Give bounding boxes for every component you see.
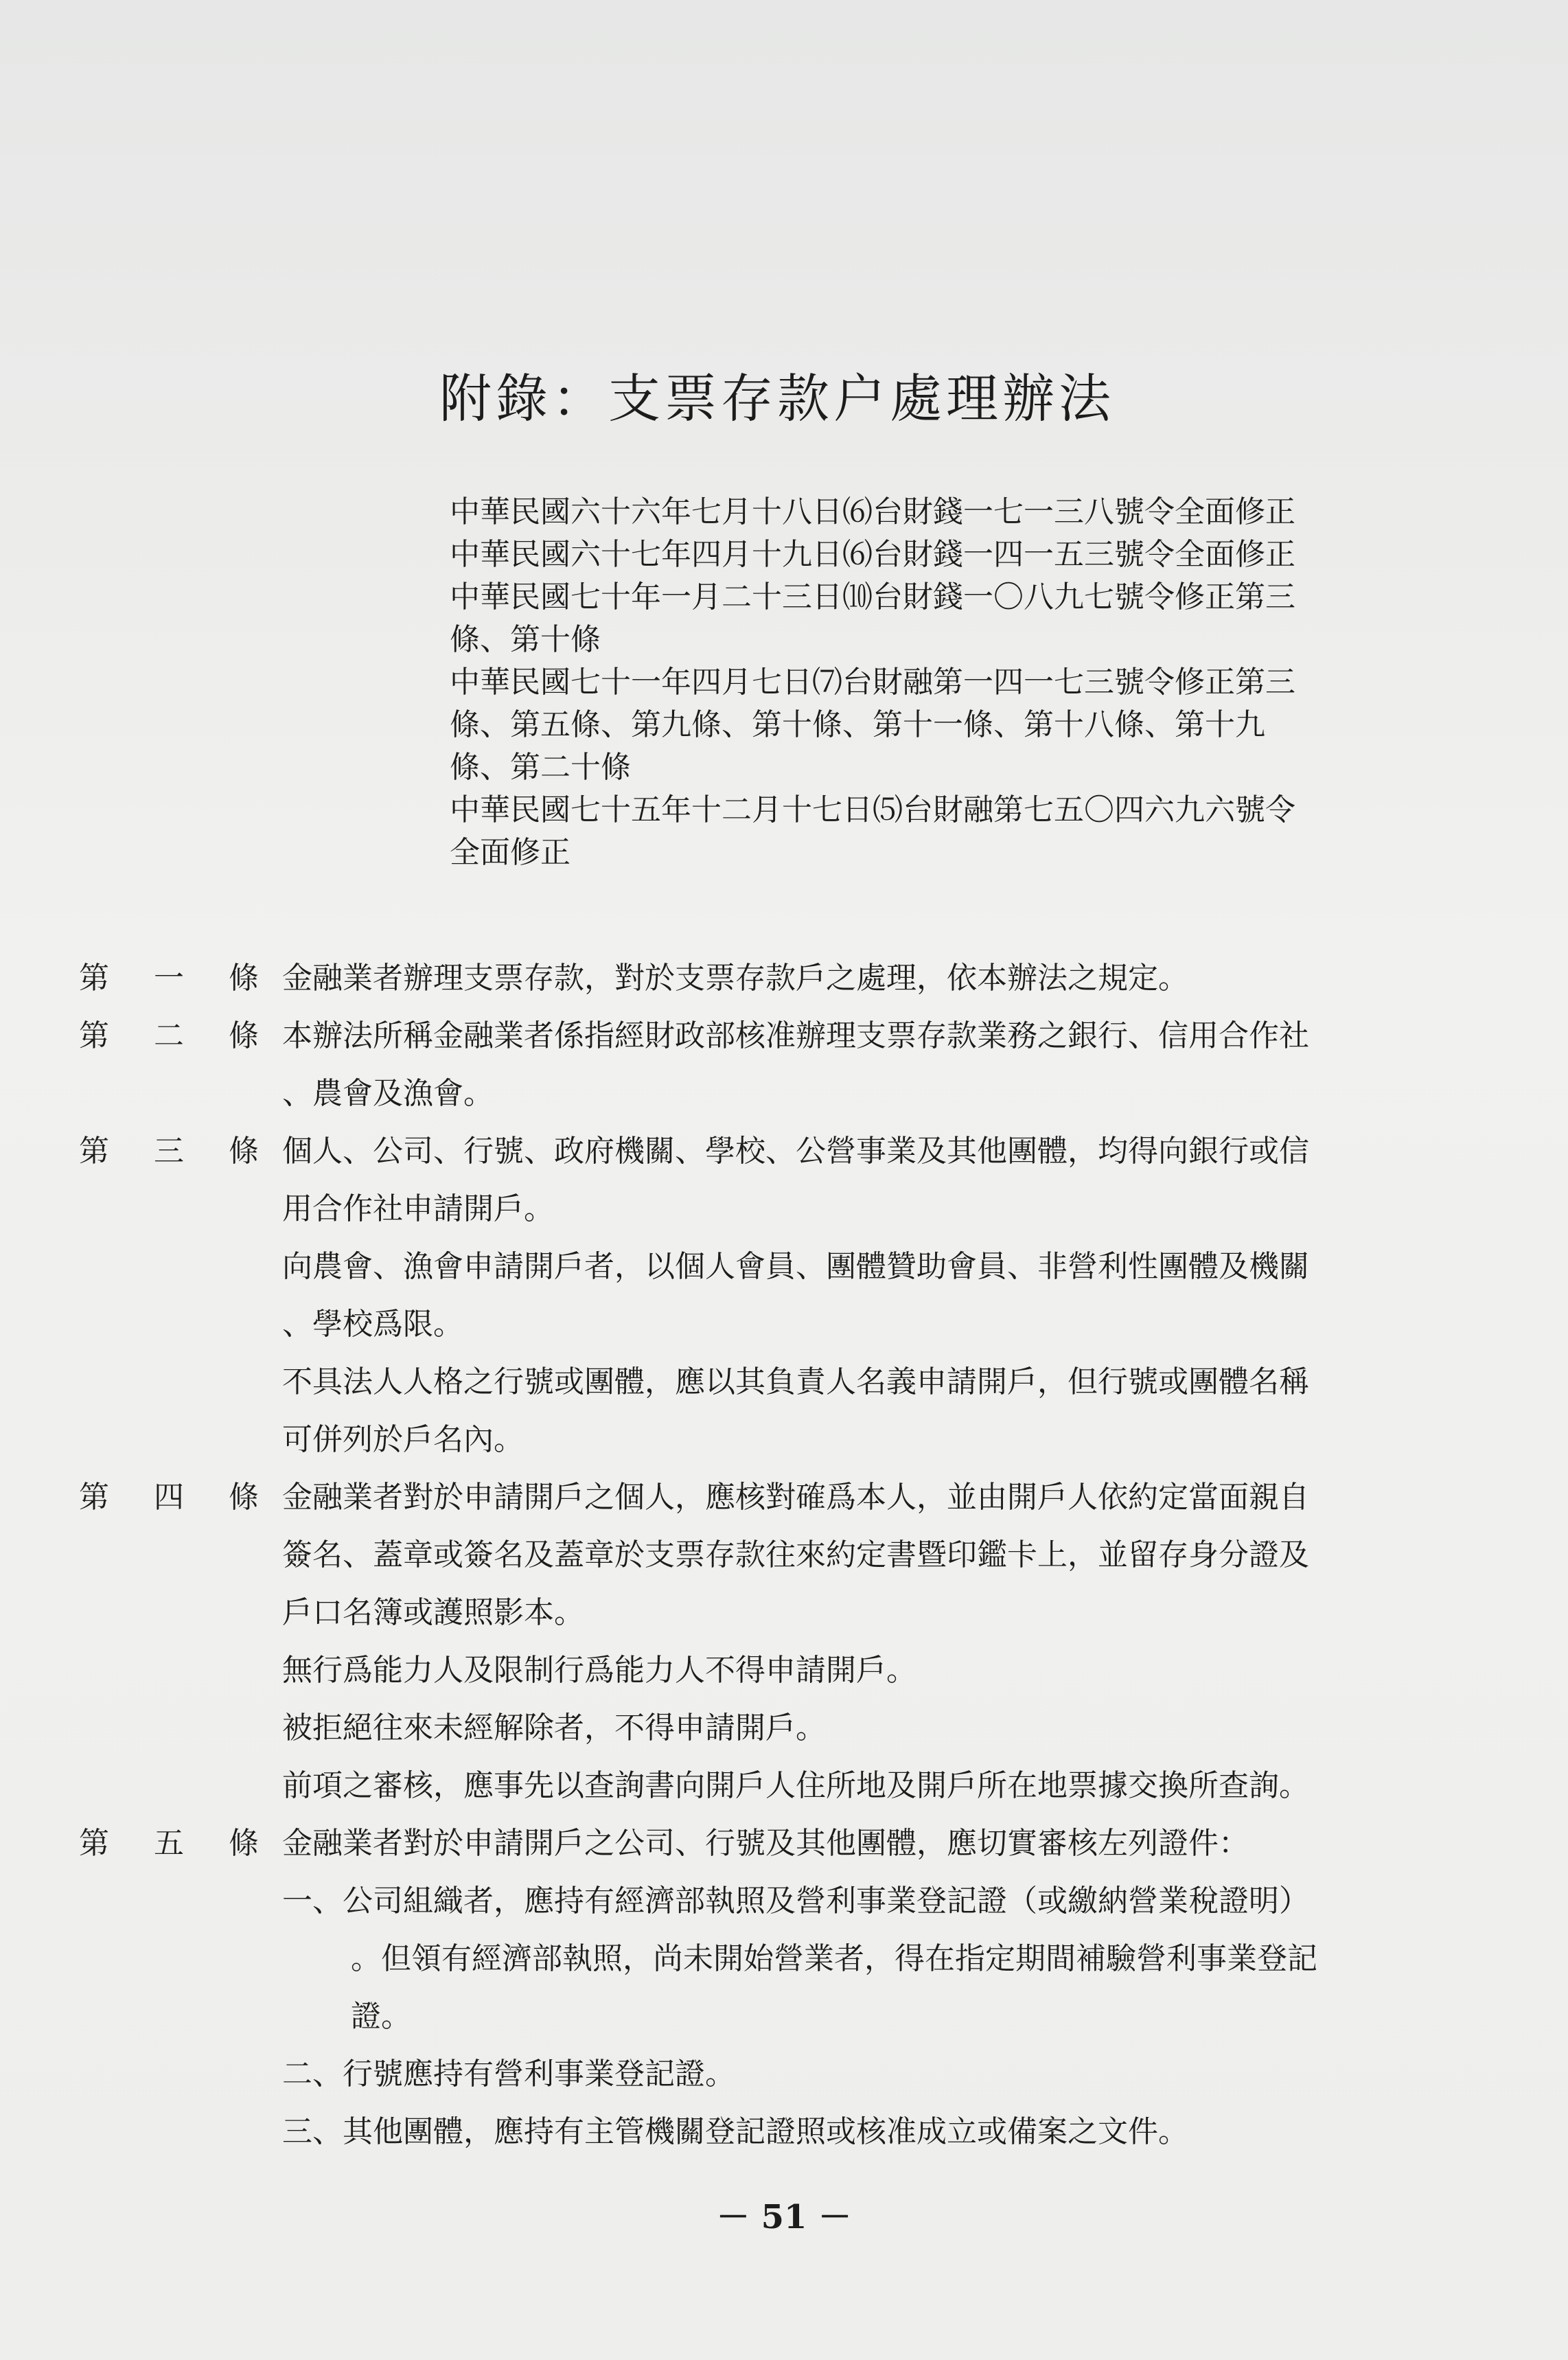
article-label-char: 條 xyxy=(229,1826,259,1861)
list-item xyxy=(282,1872,1486,2046)
article-body xyxy=(282,1007,1486,1123)
article-label-char: 第 xyxy=(79,1134,109,1169)
article-body xyxy=(282,1469,1486,1815)
paragraph-line: 、農會及漁會。 xyxy=(282,1076,494,1111)
article-body xyxy=(282,950,1486,1007)
article-label xyxy=(79,950,259,1007)
paragraph xyxy=(282,1757,1486,1815)
list-item-line: 二、行號應持有營利事業登記證。 xyxy=(282,2057,735,2092)
paragraph-line: 向農會、漁會申請開戶者，以個人會員、團體贊助會員、非營利性團體及機關 xyxy=(282,1249,1309,1284)
amendment-line: 中華民國七十年一月二十三日⑽台財錢一〇八九七號令修正第三 xyxy=(450,580,1295,615)
paragraph-line: 戶口名簿或護照影本。 xyxy=(282,1595,584,1630)
paragraph-line: 、學校爲限。 xyxy=(282,1307,463,1342)
page-number: － 51 － xyxy=(716,2198,852,2236)
amendment-entry xyxy=(450,534,1383,576)
article-body xyxy=(282,1815,1486,2161)
paragraph-line: 金融業者辦理支票存款，對於支票存款戶之處理，依本辦法之規定。 xyxy=(282,961,1188,996)
article xyxy=(79,1007,1486,1123)
paragraph xyxy=(282,1642,1486,1699)
amendment-entry xyxy=(450,491,1383,534)
paragraph xyxy=(282,1238,1486,1353)
amendment-line: 中華民國六十六年七月十八日⑹台財錢一七一三八號令全面修正 xyxy=(450,494,1295,529)
paragraph-line: 金融業者對於申請開戶之公司、行號及其他團體，應切實審核左列證件： xyxy=(282,1826,1249,1861)
paragraph-line: 簽名、蓋章或簽名及蓋章於支票存款往來約定書暨印鑑卡上，並留存身分證及 xyxy=(282,1537,1309,1572)
list-item-line: 一、公司組織者，應持有經濟部執照及營利事業登記證（或繳納營業稅證明） xyxy=(282,1883,1309,1918)
paragraph xyxy=(282,1699,1486,1757)
article-label xyxy=(79,1123,259,1180)
paragraph-line: 無行爲能力人及限制行爲能力人不得申請開戶。 xyxy=(282,1653,916,1688)
paragraph xyxy=(282,1353,1486,1469)
list-item-line: 證。 xyxy=(351,1999,411,2034)
article-label-char: 第 xyxy=(79,1826,109,1861)
list-item-line: 三、其他團體，應持有主管機關登記證照或核准成立或備案之文件。 xyxy=(282,2114,1188,2149)
article-label-char: 一 xyxy=(154,961,184,996)
paragraph-line: 金融業者對於申請開戶之個人，應核對確爲本人，並由開戶人依約定當面親自 xyxy=(282,1480,1309,1515)
amendment-entry xyxy=(450,789,1383,874)
amendment-entry xyxy=(450,661,1383,789)
article xyxy=(79,950,1486,1007)
paragraph-line: 可併列於戶名內。 xyxy=(282,1422,524,1457)
article-label xyxy=(79,1007,259,1065)
amendment-line: 全面修正 xyxy=(450,835,570,870)
article-body xyxy=(282,1123,1486,1469)
paragraph xyxy=(282,1123,1486,1238)
article xyxy=(79,1815,1486,2161)
articles-list xyxy=(79,950,1486,2161)
list-item-line: 。但領有經濟部執照，尚未開始營業者，得在指定期間補驗營利事業登記 xyxy=(351,1941,1317,1976)
amendment-entry xyxy=(450,576,1383,661)
amendment-line: 條、第二十條 xyxy=(450,750,631,785)
article-label-char: 第 xyxy=(79,961,109,996)
article xyxy=(79,1469,1486,1815)
article-label-char: 二 xyxy=(154,1018,184,1053)
article-label-char: 條 xyxy=(229,1018,259,1053)
article-label-char: 第 xyxy=(79,1018,109,1053)
article-label-char: 條 xyxy=(229,961,259,996)
document-title: 附錄：支票存款户處理辦法 xyxy=(439,368,1115,429)
article-label-char: 第 xyxy=(79,1480,109,1515)
article xyxy=(79,1123,1486,1469)
amendment-line: 條、第十條 xyxy=(450,622,601,657)
paragraph-line: 個人、公司、行號、政府機關、學校、公營事業及其他團體，均得向銀行或信 xyxy=(282,1134,1309,1169)
paragraph xyxy=(282,1469,1486,1642)
amendment-line: 條、第五條、第九條、第十條、第十一條、第十八條、第十九 xyxy=(450,707,1265,742)
amendment-line: 中華民國七十一年四月七日⑺台財融第一四一七三號令修正第三 xyxy=(450,665,1295,700)
list-item xyxy=(282,2103,1486,2161)
article-label xyxy=(79,1815,259,1872)
paragraph xyxy=(282,950,1486,1007)
paragraph-line: 前項之審核，應事先以查詢書向開戶人住所地及開戶所在地票據交換所查詢。 xyxy=(282,1768,1309,1803)
article-label xyxy=(79,1469,259,1526)
paragraph-line: 不具法人人格之行號或團體，應以其負責人名義申請開戶，但行號或團體名稱 xyxy=(282,1364,1309,1399)
paragraph-line: 被拒絕往來未經解除者，不得申請開戶。 xyxy=(282,1710,826,1745)
paragraph-line: 本辦法所稱金融業者係指經財政部核准辦理支票存款業務之銀行、信用合作社 xyxy=(282,1018,1309,1053)
article-label-char: 條 xyxy=(229,1134,259,1169)
paragraph-line: 用合作社申請開戶。 xyxy=(282,1191,554,1226)
list-item xyxy=(282,2046,1486,2103)
article-label-char: 三 xyxy=(154,1134,184,1169)
amendment-line: 中華民國七十五年十二月十七日⑸台財融第七五〇四六九六號令 xyxy=(450,792,1295,827)
amendment-history xyxy=(450,491,1383,874)
article-label-char: 四 xyxy=(154,1480,184,1515)
paragraph xyxy=(282,1007,1486,1123)
article-label-char: 條 xyxy=(229,1480,259,1515)
article-label-char: 五 xyxy=(154,1826,184,1861)
paragraph xyxy=(282,1815,1486,1872)
amendment-line: 中華民國六十七年四月十九日⑹台財錢一四一五三號令全面修正 xyxy=(450,537,1295,572)
